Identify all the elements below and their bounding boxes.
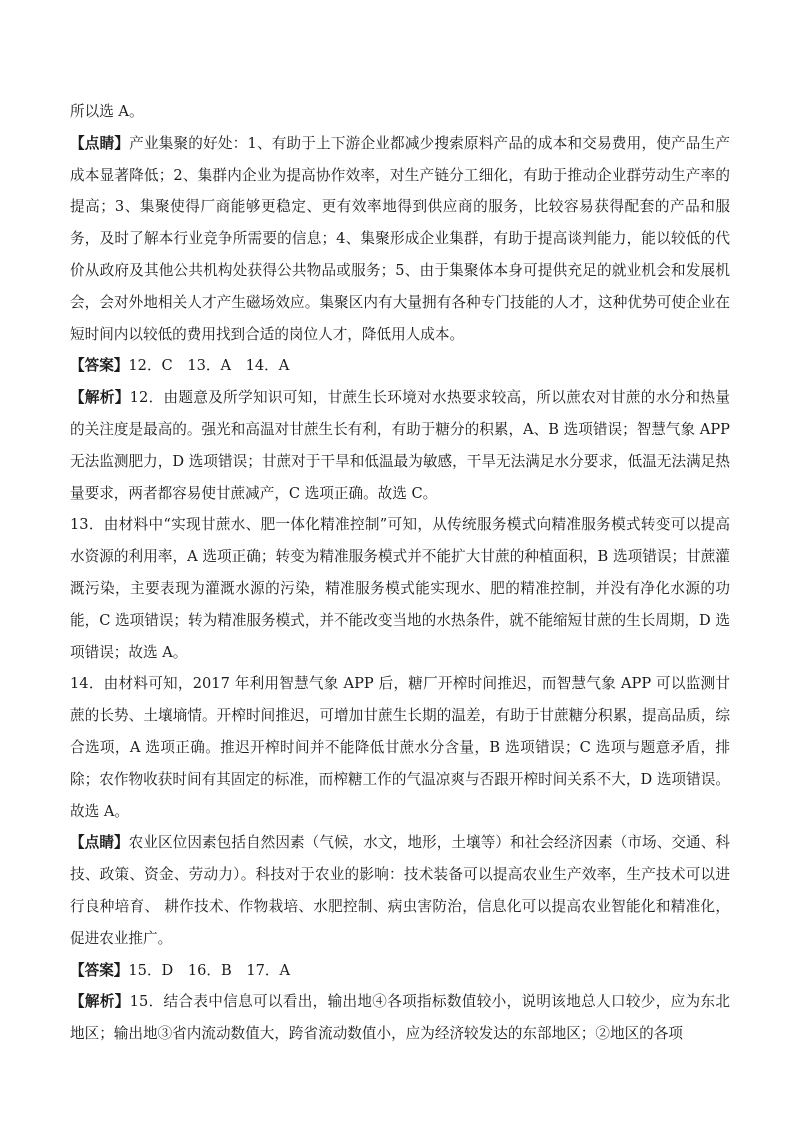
paragraph-text: 14．由材料可知，2017 年利用智慧气象 APP 后，糖厂开榨时间推迟，而智慧气象 APP 可以监测甘蔗的长势、土壤墒情。开榨时间推迟，可增加甘蔗生长期的温差，有助于甘蔗糖分积累，提高品质，综合选项，A 选项正确。推迟开榨时间并不能降低甘蔗水分含量，B 选项错误；C 选项与题意矛盾，排除；农作物收获时间有其固定的标准，而榨糖工作的气温凉爽与否跟开榨时间关系不大，D 选项错误。故选 A。 xyxy=(70,675,730,820)
paragraph-tag: 【解析】 xyxy=(70,993,130,1011)
paragraph-text: 13．由材料中“实现甘蔗水、肥一体化精准控制”可知，从传统服务模式向精准服务模式转变可以提高水资源的利用率，A 选项正确；转变为精准服务模式并不能扩大甘蔗的种植面积，B 选项错误；甘蔗灌溉污染，主要表现为灌溉水源的污染，精准服务模式能实现水、肥的精准控制，并没有净化水源的功能，C 选项错误；转为精准服务模式，并不能改变当地的水热条件，就不能缩短甘蔗的生长周期，D 选项错误；故选 A。 xyxy=(70,516,730,661)
paragraph-text: 所以选 A。 xyxy=(70,103,144,120)
paragraph-text: 12．由题意及所学知识可知，甘蔗生长环境对水热要求较高，所以蔗农对甘蔗的水分和热量的关注度是最高的。强光和高温对甘蔗生长有利，有助于糖分的积累，A、B 选项错误；智慧气象 APP 无法监测肥力，D 选项错误；甘蔗对于干旱和低温最为敏感，干旱无法满足水分要求，低温无法满足热量要求，两者都容易使甘蔗减产，C 选项正确。故选 C。 xyxy=(70,389,730,502)
paragraph-text: 农业区位因素包括自然因素（气候，水文，地形，土壤等）和社会经济因素（市场、交通、科技、政策、资金、劳动力）。科技对于农业的影响：技术装备可以提高农业生产效率，生产技术可以进行良种培育、 耕作技术、作物栽培、水肥控制、病虫害防治，信息化可以提高农业智能化和精准化，促进农业推广。 xyxy=(70,834,730,947)
paragraph xyxy=(70,827,730,954)
paragraph-text: 15．D 16．B 17．A xyxy=(128,961,291,979)
paragraph xyxy=(70,96,730,128)
paragraph-tag: 【答案】 xyxy=(70,357,129,375)
paragraph xyxy=(70,668,730,827)
paragraph xyxy=(70,509,730,668)
paragraph-text: 15．结合表中信息可以看出，输出地④各项指标数值较小，说明该地总人口较少，应为东北地区；输出地③省内流动数值大，跨省流动数值小，应为经济较发达的东部地区；②地区的各项 xyxy=(70,993,730,1043)
document-body xyxy=(70,96,730,1050)
paragraph-tag: 【解析】 xyxy=(70,389,130,407)
paragraph-tag: 【点睛】 xyxy=(70,834,129,852)
paragraph-text: 产业集聚的好处：1、有助于上下游企业都减少搜索原料产品的成本和交易费用，使产品生产成本显著降低；2、集群内企业为提高协作效率，对生产链分工细化，有助于推动企业群劳动生产率的提高；3、集聚使得厂商能够更稳定、更有效率地得到供应商的服务，比较容易获得配套的产品和服务，及时了解本行业竞争所需要的信息；4、集聚形成企业集群，有助于提高谈判能力，能以较低的代价从政府及其他公共机构处获得公共物品或服务；5、由于集聚体本身可提供充足的就业机会和发展机会，会对外地相关人才产生磁场效应。集聚区内有大量拥有各种专门技能的人才，这种优势可使企业在短时间内以较低的费用找到合适的岗位人才，降低用人成本。 xyxy=(70,134,730,343)
paragraph-tag: 【点睛】 xyxy=(70,134,130,152)
paragraph xyxy=(70,955,730,987)
paragraph-text: 12．C 13．A 14．A xyxy=(128,357,290,375)
paragraph xyxy=(70,350,730,382)
paragraph-tag: 【答案】 xyxy=(70,961,129,979)
paragraph xyxy=(70,382,730,509)
paragraph xyxy=(70,128,730,351)
paragraph xyxy=(70,986,730,1050)
